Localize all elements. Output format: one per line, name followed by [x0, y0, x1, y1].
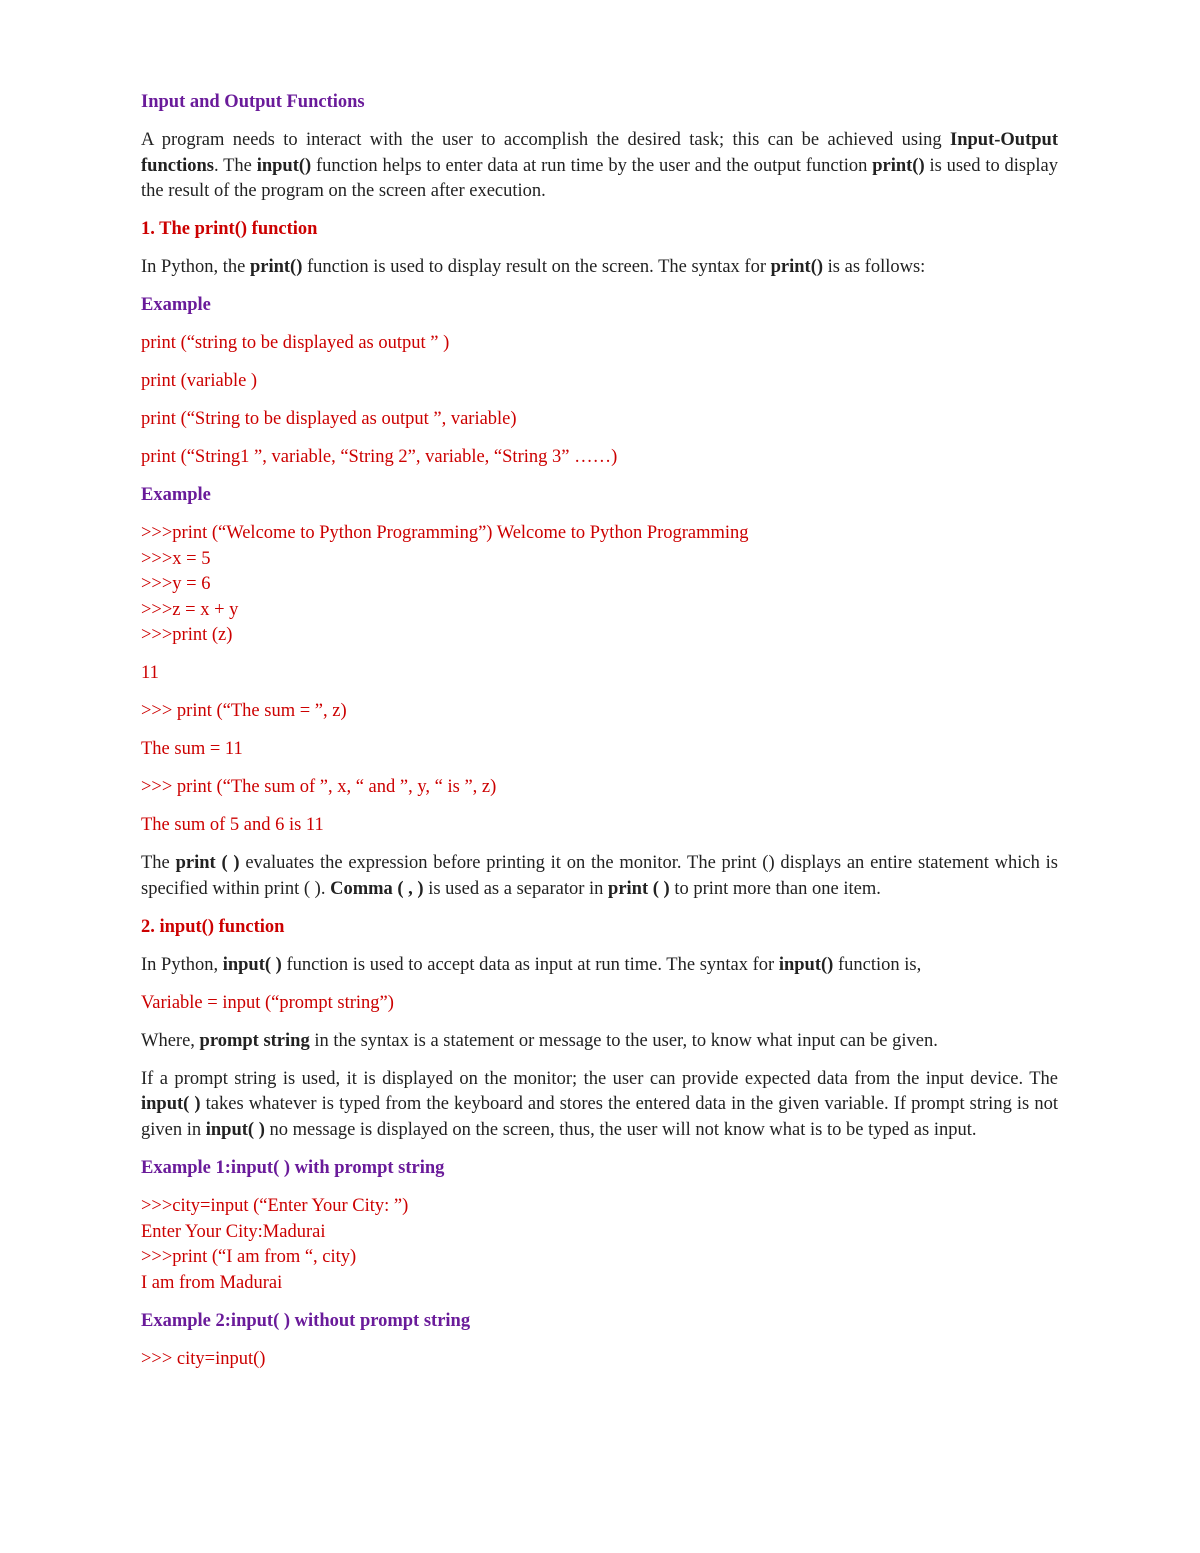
text-run: 2. input() function	[141, 916, 285, 937]
text-run: Example 2:input( ) without prompt string	[141, 1310, 471, 1331]
text-run: function is used to display result on the screen. The syntax for	[302, 257, 771, 278]
text-run: is used as a separator in	[423, 878, 609, 899]
bold-term: print ( )	[175, 853, 240, 874]
bold-term: print()	[770, 257, 824, 278]
text-run: Example	[141, 295, 211, 316]
code-line	[141, 775, 1058, 801]
bold-term: print()	[249, 257, 303, 278]
syntax-line	[141, 407, 1058, 433]
text-run: is used to display the result of the program on the screen after execution.	[141, 155, 1058, 202]
text-run: print (“String1 ”, variable, “String 2”, variable, “String 3” ……)	[141, 447, 618, 468]
intro-paragraph	[141, 128, 1058, 205]
text-run: print (“string to be displayed as output ” )	[141, 333, 450, 354]
code-line	[141, 1194, 1058, 1220]
text-run: If a prompt string is used, it is displayed on the monitor; the user can provide expected data from the input device. The	[141, 1068, 1058, 1089]
text-run: >>>x = 5	[141, 548, 211, 569]
section-heading-input	[141, 915, 1058, 941]
code-line	[141, 521, 1058, 547]
example-1-heading	[141, 1156, 1058, 1182]
code-line	[141, 572, 1058, 598]
text-run: Example	[141, 485, 211, 506]
bold-term: print ( )	[608, 878, 670, 899]
section-heading-print	[141, 217, 1058, 243]
text-run: I am from Madurai	[141, 1272, 283, 1293]
code-line	[141, 547, 1058, 573]
output-line	[141, 1271, 1058, 1297]
text-run: >>>print (“I am from “, city)	[141, 1247, 357, 1268]
text-run: print (variable )	[141, 371, 258, 392]
code-line	[141, 623, 1058, 649]
bold-term: input()	[256, 155, 312, 176]
text-run: In Python,	[141, 954, 223, 975]
text-run: The	[141, 853, 176, 874]
text-run: >>>city=input (“Enter Your City: ”)	[141, 1195, 409, 1216]
text-run: evaluates the expression before printing it on the monitor. The print () displays an entire statement which is specified within print ( ).	[141, 853, 1058, 899]
text-run: In Python, the	[141, 257, 250, 278]
code-line	[141, 1245, 1058, 1271]
syntax-line	[141, 445, 1058, 471]
code-line	[141, 598, 1058, 624]
input-explanation	[141, 1067, 1058, 1144]
bold-term: input()	[778, 954, 834, 975]
bold-term: print()	[872, 155, 925, 176]
prompt-explanation	[141, 1029, 1058, 1055]
bold-term: input( )	[222, 954, 282, 975]
bold-term: Input-Output functions	[141, 129, 1058, 176]
text-run: Where,	[141, 1030, 200, 1051]
code-line	[141, 699, 1058, 725]
input-description	[141, 953, 1058, 979]
text-run: 1. The print() function	[141, 219, 318, 240]
text-run: is as follows:	[823, 257, 926, 278]
text-run: >>>print (z)	[141, 625, 233, 646]
text-run: >>>print (“Welcome to Python Programming”) Welcome to Python Programming	[141, 523, 749, 544]
text-run: >>>z = x + y	[141, 599, 239, 620]
page-title	[141, 90, 1058, 116]
text-run: . The	[214, 155, 257, 176]
syntax-line	[141, 331, 1058, 357]
bold-term: Comma ( , )	[330, 878, 424, 899]
text-run: to print more than one item.	[669, 878, 881, 899]
output-line	[141, 1220, 1058, 1246]
example-heading	[141, 293, 1058, 319]
text-run: function is,	[833, 954, 922, 975]
text-run: no message is displayed on the screen, thus, the user will not know what is to be typed as input.	[264, 1120, 977, 1141]
code-line	[141, 1347, 1058, 1373]
text-run: The sum of 5 and 6 is 11	[141, 815, 324, 836]
text-run: >>>y = 6	[141, 574, 211, 595]
bold-term: input( )	[141, 1094, 201, 1115]
text-run: >>> city=input()	[141, 1348, 266, 1369]
example-heading	[141, 483, 1058, 509]
text-run: Example 1:input( ) with prompt string	[141, 1158, 445, 1178]
output-line	[141, 813, 1058, 839]
text-run: A program needs to interact with the user to accomplish the desired task; this can be achieved using	[141, 129, 951, 150]
bold-term: input( )	[205, 1120, 265, 1141]
text-run: function is used to accept data as input at run time. The syntax for	[281, 954, 779, 975]
text-run: takes whatever is typed from the keyboard and stores the entered data in the given variable. If prompt string is not given in	[141, 1094, 1058, 1141]
output-line	[141, 737, 1058, 763]
print-description	[141, 255, 1058, 281]
text-run: 11	[141, 663, 159, 684]
syntax-line	[141, 369, 1058, 395]
text-run: in the syntax is a statement or message to the user, to know what input can be given.	[309, 1030, 938, 1051]
text-run: Enter Your City:Madurai	[141, 1221, 326, 1242]
output-line	[141, 661, 1058, 687]
text-run: >>> print (“The sum of ”, x, “ and ”, y, “ is ”, z)	[141, 777, 497, 798]
example-2-heading	[141, 1309, 1058, 1335]
document-page	[141, 90, 1058, 1385]
text-run: The sum = 11	[141, 739, 243, 760]
bold-term: prompt string	[199, 1030, 310, 1051]
text-run: function helps to enter data at run time by the user and the output function	[311, 155, 873, 176]
syntax-line	[141, 991, 1058, 1017]
print-explanation	[141, 851, 1058, 902]
text-run: >>> print (“The sum = ”, z)	[141, 701, 347, 722]
text-run: Input and Output Functions	[141, 92, 365, 112]
text-run: print (“String to be displayed as output ”, variable)	[141, 409, 517, 430]
text-run: Variable = input (“prompt string”)	[141, 992, 394, 1013]
